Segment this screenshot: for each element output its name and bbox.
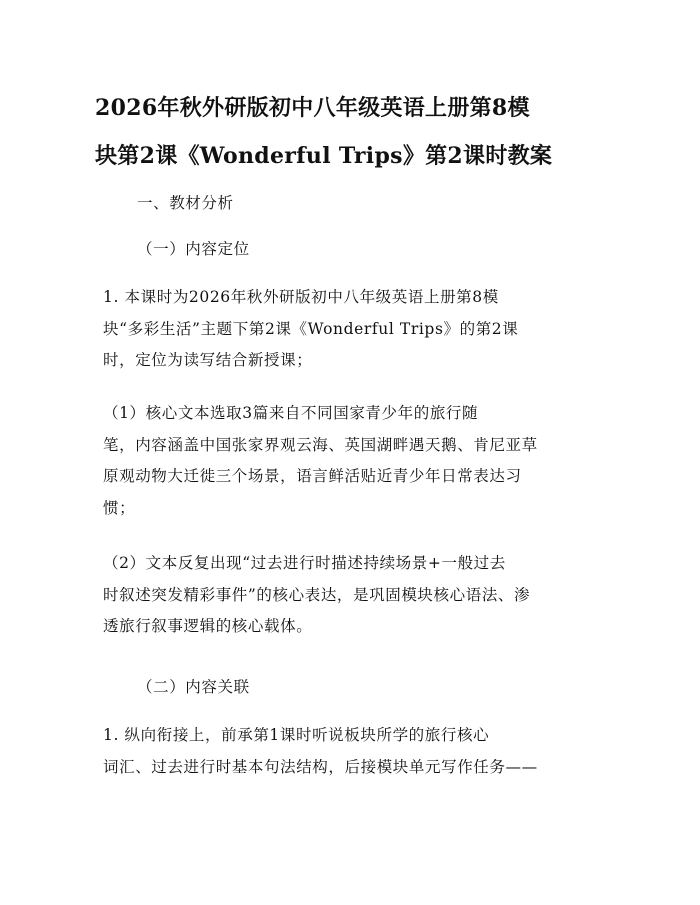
subsection-heading-content-connection: （二）内容关联 xyxy=(137,678,250,696)
subsection-heading-content-positioning: （一）内容定位 xyxy=(137,240,250,258)
paragraph-line: 原观动物大迁徙三个场景，语言鲜活贴近青少年日常表达习 xyxy=(103,467,522,485)
paragraph-line: （2）文本反复出现“过去进行时描述持续场景+一般过去 xyxy=(103,554,506,572)
paragraph-vertical-connection xyxy=(103,720,597,783)
paragraph-line: 时，定位为读写结合新授课； xyxy=(103,351,313,369)
paragraph-line: （1）核心文本选取3篇来自不同国家青少年的旅行随 xyxy=(103,404,479,422)
paragraph-line: 笔，内容涵盖中国张家界观云海、英国湖畔遇天鹅、肯尼亚草 xyxy=(103,435,538,454)
paragraph-lesson-positioning xyxy=(103,282,597,377)
paragraph-line: 块“多彩生活”主题下第2课《Wonderful Trips》的第2课 xyxy=(103,319,519,338)
title-line-2: 块第2课《Wonderful Trips》第2课时教案 xyxy=(95,143,553,169)
paragraph-line: 词汇、过去进行时基本句法结构，后接模块单元写作任务—— xyxy=(103,757,538,776)
section-heading-textbook-analysis: 一、教材分析 xyxy=(137,194,234,212)
paragraph-core-text xyxy=(103,398,597,524)
paragraph-core-expression xyxy=(103,548,597,643)
document-title xyxy=(95,84,615,180)
title-line-1: 2026年秋外研版初中八年级英语上册第8模 xyxy=(95,95,530,121)
paragraph-line: 时叙述突发精彩事件”的核心表达，是巩固模块核心语法、渗 xyxy=(103,585,531,604)
paragraph-line: 透旅行叙事逻辑的核心载体。 xyxy=(103,617,313,635)
paragraph-line: 1. 纵向衔接上，前承第1课时听说板块所学的旅行核心 xyxy=(103,726,490,744)
paragraph-line: 惯； xyxy=(103,498,136,517)
paragraph-line: 1. 本课时为2026年秋外研版初中八年级英语上册第8模 xyxy=(103,288,499,306)
